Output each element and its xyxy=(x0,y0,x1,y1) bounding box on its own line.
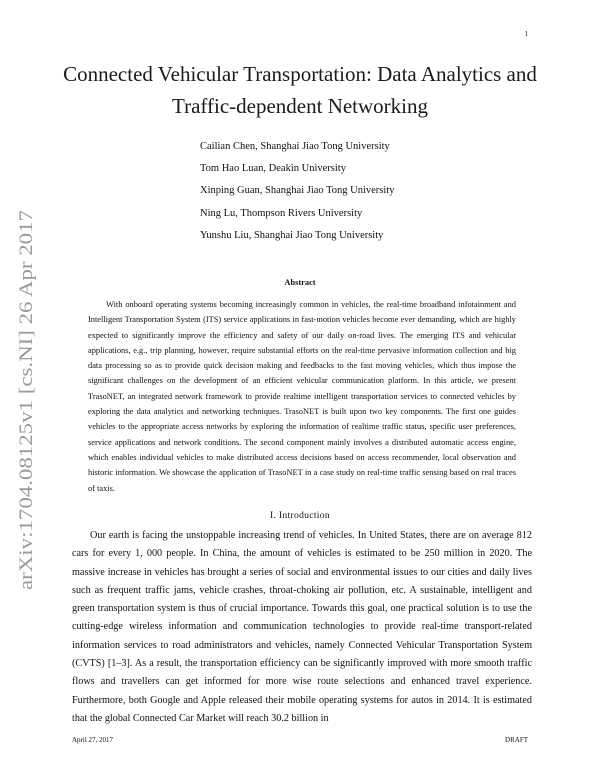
footer-date: April 27, 2017 xyxy=(72,736,114,744)
author-3: Xinping Guan, Shanghai Jiao Tong University xyxy=(200,185,395,197)
author-list xyxy=(200,136,520,247)
introduction-paragraph: Our earth is facing the unstoppable increasing trend of vehicles. In United States, there are on average 812 cars for every 1, 000 people. In China, the amount of vehicles is estimated to be 250 million in 2020. The massive increase in vehicles has brought a series of social and environmental issues to our cities and daily lives such as frequent traffic jams, vehicle crashes, throat-choking air pollution, etc. A sustainable, intelligent and green transportation system is thus of crucial importance. Towards this goal, one practical solution is to use the cutting-edge wireless information and communication technologies to provide real-time transport-related information services to road administrators and vehicles, namely Connected Vehicular Transportation System (CVTS) [1–3]. As a result, the transportation efficiency can be significantly improved with more smooth traffic flows and travellers can get informed for more wise route selections and enhanced travel experience. Furthermore, both Google and Apple released their mobile operating systems for autos in 2014. It is estimated that the global Connected Car Market will reach 30.2 billion in xyxy=(72,530,532,724)
author-1: Cailian Chen, Shanghai Jiao Tong University xyxy=(200,141,390,152)
arxiv-stamp-text: arXiv:1704.08125v1 [cs.NI] 26 Apr 2017 xyxy=(16,274,37,590)
arxiv-stamp xyxy=(4,210,44,590)
author-2: Tom Hao Luan, Deakin University xyxy=(200,163,346,175)
paper-title: Connected Vehicular Transportation: Data Analytics and Traffic-dependent Networking xyxy=(63,62,537,118)
page-number: 1 xyxy=(524,30,528,38)
author-4: Ning Lu, Thompson Rivers University xyxy=(200,207,363,219)
abstract-heading: Abstract xyxy=(284,278,316,287)
abstract-text: With onboard operating systems becoming increasingly common in vehicles, the real-time broadband infotainment and Intelligent Transportation System (ITS) service applications in fast-motion vehicles become ever demanding, which are highly expected to significantly improve the efficiency and safety of our daily on-road lives. The emerging ITS and vehicular applications, e.g., trip planning, however, require substantial efforts on the real-time pervasive information collection and big data processing so as to provide quick decision making and feedbacks to the fast moving vehicles, which thus impose the significant challenges on the development of an efficient vehicular communication platform. In this article, we present TrasoNET, an integrated network framework to provide realtime intelligent transportation services to connected vehicles by exploring the data analytics and networking techniques. TrasoNET is built upon two key components. The first one guides vehicles to the appropriate access networks by exploring the information of realtime traffic status, specific user preferences, service applications and network conditions. The second component mainly involves a distributed automatic access engine, which enables individual vehicles to make distributed access decisions based on access recommender, local observation and historic information. We showcase the application of TrasoNET in a case study on real-time traffic sensing based on real traces of taxis. xyxy=(88,300,516,493)
author-5: Yunshu Liu, Shanghai Jiao Tong University xyxy=(200,229,384,241)
section-heading-introduction: I. Introduction xyxy=(270,510,330,521)
footer-draft-label: DRAFT xyxy=(505,736,528,744)
